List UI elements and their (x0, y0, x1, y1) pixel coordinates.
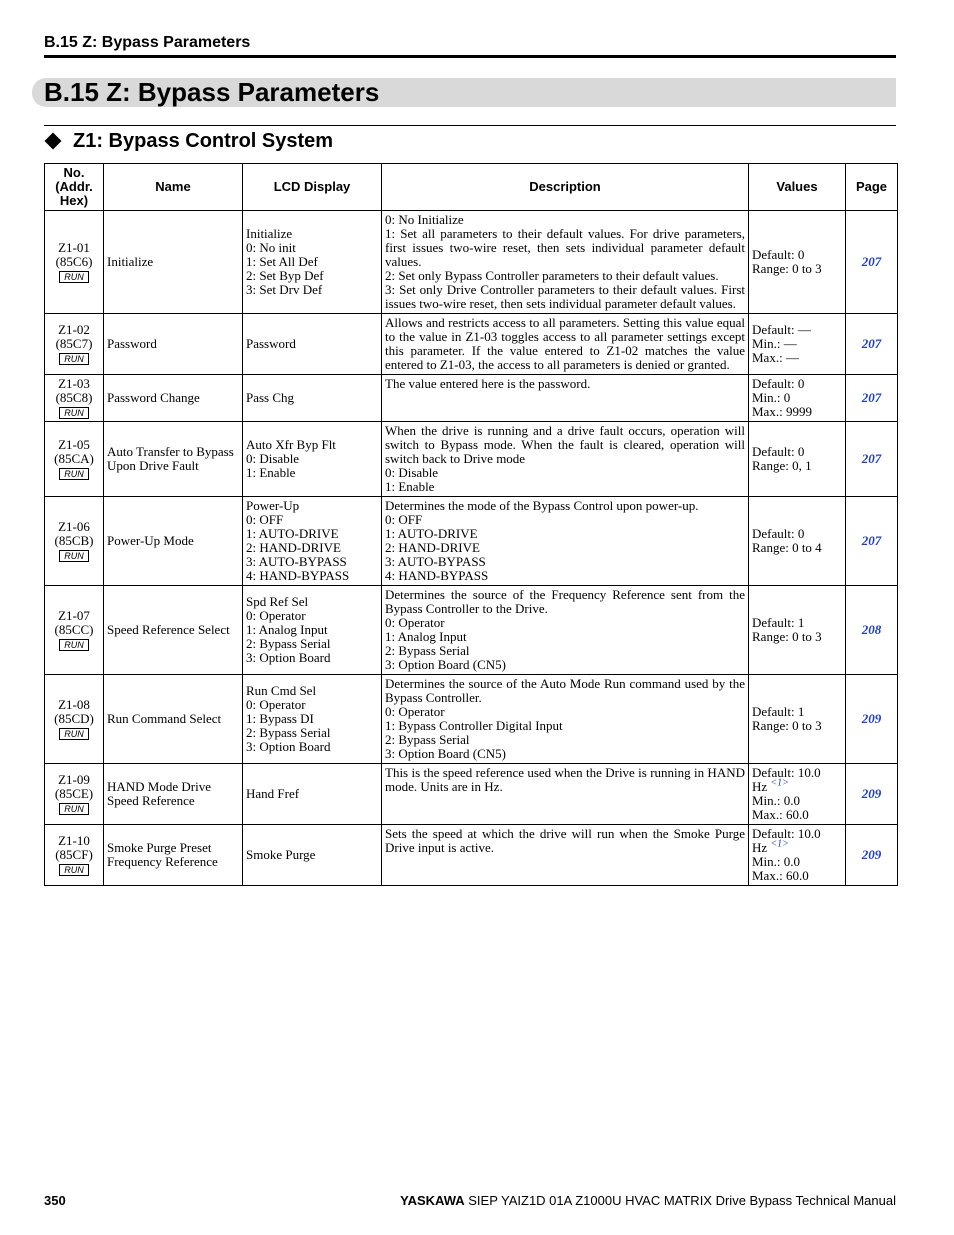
description-line: 2: Bypass Serial (385, 643, 470, 658)
page-reference-link[interactable]: 208 (846, 586, 898, 675)
values-line: Range: 0 to 3 (752, 629, 822, 644)
table-row (45, 497, 898, 586)
lcd-display-cell (243, 314, 382, 375)
table-row (45, 314, 898, 375)
page-reference-link[interactable]: 209 (846, 825, 898, 886)
parameter-number-cell (45, 764, 104, 825)
section-rule (44, 125, 896, 126)
header-lcd-display: LCD Display (243, 164, 382, 211)
description-cell (382, 675, 749, 764)
run-badge: RUN (59, 639, 89, 651)
description-line: 1: Analog Input (385, 629, 467, 644)
lcd-display-line: Hand Fref (246, 786, 300, 801)
description-line: 0: Operator (385, 615, 445, 630)
lcd-display-line: Auto Xfr Byp Flt (246, 437, 336, 452)
description-line: 2: Bypass Serial (385, 732, 470, 747)
parameter-address: (85C6) (55, 254, 93, 269)
footnote-reference-link[interactable]: <1> (770, 777, 789, 789)
values-line: Max.: — (752, 350, 799, 365)
lcd-display-line: 1: Enable (246, 465, 296, 480)
header-page: Page (846, 164, 898, 211)
lcd-display-line: 2: Bypass Serial (246, 636, 331, 651)
description-line: 0: Operator (385, 704, 445, 719)
table-row (45, 675, 898, 764)
description-cell (382, 211, 749, 314)
page-reference-link[interactable]: 207 (846, 497, 898, 586)
header-rule (44, 55, 896, 58)
footer-manual-name: SIEP YAIZ1D 01A Z1000U HVAC MATRIX Drive Bypass Technical Manual (464, 1193, 896, 1208)
parameter-number: Z1-01 (58, 240, 90, 255)
lcd-display-line: Initialize (246, 226, 293, 241)
values-cell (749, 211, 846, 314)
values-cell (749, 314, 846, 375)
lcd-display-line: Smoke Purge (246, 847, 316, 862)
description-line: 4: HAND-BYPASS (385, 568, 489, 583)
table-header-row (45, 164, 898, 211)
parameter-address: (85CC) (54, 622, 94, 637)
values-line: Default: — (752, 322, 811, 337)
subsection-heading (44, 129, 333, 153)
parameter-number: Z1-07 (58, 608, 90, 623)
header-name: Name (104, 164, 243, 211)
parameter-address: (85C8) (55, 390, 93, 405)
values-line: Default: 10.0 (752, 765, 821, 780)
values-line: Max.: 9999 (752, 404, 812, 419)
description-line: 0: OFF (385, 512, 423, 527)
description-line: Determines the mode of the Bypass Control upon power-up. (385, 498, 699, 513)
parameter-address: (85CB) (54, 533, 94, 548)
lcd-display-line: 1: Set All Def (246, 254, 318, 269)
lcd-display-line: 0: Disable (246, 451, 300, 466)
lcd-display-cell (243, 211, 382, 314)
lcd-display-line: 2: HAND-DRIVE (246, 540, 341, 555)
parameter-number-cell (45, 675, 104, 764)
values-cell (749, 422, 846, 497)
parameter-name: Power-Up Mode (104, 497, 243, 586)
table-row (45, 764, 898, 825)
run-badge: RUN (59, 271, 89, 283)
parameter-number: Z1-02 (58, 322, 90, 337)
lcd-display-line: 3: AUTO-BYPASS (246, 554, 347, 569)
values-cell (749, 375, 846, 422)
subsection-title: Z1: Bypass Control System (73, 130, 334, 152)
values-line: Default: 1 (752, 615, 805, 630)
values-line: Range: 0 to 4 (752, 540, 822, 555)
description-line: 1: Bypass Controller Digital Input (385, 718, 563, 733)
lcd-display-line: 0: Operator (246, 608, 306, 623)
lcd-display-line: 0: OFF (246, 512, 284, 527)
values-cell (749, 825, 846, 886)
running-header: B.15 Z: Bypass Parameters (44, 34, 251, 51)
parameter-address: (85CA) (54, 451, 94, 466)
page-reference-link[interactable]: 209 (846, 764, 898, 825)
run-badge: RUN (59, 468, 89, 480)
parameter-address: (85C7) (55, 336, 93, 351)
values-line: Min.: — (752, 336, 797, 351)
lcd-display-cell (243, 586, 382, 675)
lcd-display-line: 1: AUTO-DRIVE (246, 526, 339, 541)
parameter-name: Password (104, 314, 243, 375)
values-cell (749, 497, 846, 586)
description-line: 0: No Initialize (385, 212, 464, 227)
lcd-display-line: 0: No init (246, 240, 296, 255)
parameter-name: Run Command Select (104, 675, 243, 764)
run-badge: RUN (59, 550, 89, 562)
lcd-display-line: 3: Option Board (246, 739, 331, 754)
parameter-name: Smoke Purge Preset Frequency Reference (104, 825, 243, 886)
table-row (45, 422, 898, 497)
description-cell (382, 497, 749, 586)
parameter-number-cell (45, 211, 104, 314)
parameter-name: Password Change (104, 375, 243, 422)
parameter-number-cell (45, 825, 104, 886)
lcd-display-cell (243, 675, 382, 764)
lcd-display-line: 4: HAND-BYPASS (246, 568, 350, 583)
description-line: 3: AUTO-BYPASS (385, 554, 486, 569)
description-line: The value entered here is the password. (385, 376, 591, 391)
diamond-bullet-icon (45, 133, 62, 150)
description-cell (382, 314, 749, 375)
lcd-display-line: 1: Analog Input (246, 622, 328, 637)
description-cell (382, 375, 749, 422)
run-badge: RUN (59, 407, 89, 419)
parameter-number: Z1-03 (58, 376, 90, 391)
values-line-with-note (752, 838, 842, 855)
values-cell (749, 586, 846, 675)
values-line: Default: 0 (752, 376, 805, 391)
lcd-display-line: Spd Ref Sel (246, 594, 309, 609)
values-line: Default: 0 (752, 526, 805, 541)
lcd-display-line: 3: Set Drv Def (246, 282, 323, 297)
description-line: Determines the source of the Auto Mode Run command used by the Bypass Controller. (385, 676, 745, 705)
values-line: Default: 1 (752, 704, 805, 719)
values-line: Default: 0 (752, 444, 805, 459)
lcd-display-line: Power-Up (246, 498, 300, 513)
values-line: Min.: 0.0 (752, 854, 801, 869)
parameter-number-cell (45, 375, 104, 422)
values-line: Range: 0, 1 (752, 458, 812, 473)
parameter-number: Z1-08 (58, 697, 90, 712)
description-line: 0: Disable (385, 465, 439, 480)
page-reference-link[interactable]: 207 (846, 314, 898, 375)
lcd-display-line: Password (246, 336, 296, 351)
page-reference-link[interactable]: 207 (846, 375, 898, 422)
lcd-display-cell (243, 375, 382, 422)
parameter-name: Auto Transfer to Bypass Upon Drive Fault (104, 422, 243, 497)
parameter-name: Initialize (104, 211, 243, 314)
values-line: Default: 0 (752, 247, 805, 262)
description-line: Allows and restricts access to all parameters. Setting this value equal to the value in Z1-03 toggles access to all parameter settings except this parameter. If the value entered to Z1-02 matches the value entered to Z1-03, the access to all parameters is denied or granted. (385, 315, 745, 372)
description-line: Determines the source of the Frequency Reference sent from the Bypass Controller to the Drive. (385, 587, 745, 616)
description-line: 1: Set all parameters to their default values. For drive parameters, first issues two-wire reset, then sets individual parameter default values. (385, 226, 745, 269)
description-line: 1: AUTO-DRIVE (385, 526, 478, 541)
lcd-display-cell (243, 825, 382, 886)
parameter-name: HAND Mode Drive Speed Reference (104, 764, 243, 825)
parameter-name: Speed Reference Select (104, 586, 243, 675)
lcd-display-line: Pass Chg (246, 390, 295, 405)
description-cell (382, 586, 749, 675)
parameter-number-cell (45, 586, 104, 675)
footnote-reference-link[interactable]: <1> (770, 838, 789, 850)
header-description: Description (382, 164, 749, 211)
values-line: Min.: 0 (752, 390, 791, 405)
description-cell (382, 764, 749, 825)
parameter-address: (85CE) (54, 786, 94, 801)
description-line: When the drive is running and a drive fault occurs, operation will switch to Bypass mode. When the fault is cleared, operation will switch back to Drive mode (385, 423, 745, 466)
values-line: Max.: 60.0 (752, 868, 809, 883)
values-line: Min.: 0.0 (752, 793, 801, 808)
description-line: This is the speed reference used when the Drive is running in HAND mode. Units are in Hz. (385, 765, 745, 794)
lcd-display-cell (243, 497, 382, 586)
values-cell (749, 675, 846, 764)
values-unit: Hz (752, 779, 768, 794)
lcd-display-line: 1: Bypass DI (246, 711, 314, 726)
values-line: Range: 0 to 3 (752, 718, 822, 733)
description-line: 3: Option Board (CN5) (385, 746, 506, 761)
description-cell (382, 422, 749, 497)
values-line: Max.: 60.0 (752, 807, 809, 822)
parameter-number: Z1-05 (58, 437, 90, 452)
page-number: 350 (44, 1193, 66, 1208)
lcd-display-line: 3: Option Board (246, 650, 331, 665)
lcd-display-line: Run Cmd Sel (246, 683, 317, 698)
parameter-number: Z1-06 (58, 519, 90, 534)
parameter-number: Z1-10 (58, 833, 90, 848)
header-values: Values (749, 164, 846, 211)
run-badge: RUN (59, 728, 89, 740)
parameter-table (44, 163, 898, 886)
lcd-display-line: 2: Bypass Serial (246, 725, 331, 740)
header-no: No. (Addr. Hex) (45, 164, 104, 211)
run-badge: RUN (59, 803, 89, 815)
table-row (45, 211, 898, 314)
run-badge: RUN (59, 864, 89, 876)
description-cell (382, 825, 749, 886)
footer-brand: YASKAWA (400, 1193, 465, 1208)
description-line: Sets the speed at which the drive will run when the Smoke Purge Drive input is active. (385, 826, 745, 855)
lcd-display-cell (243, 764, 382, 825)
parameter-number-cell (45, 497, 104, 586)
values-unit: Hz (752, 840, 768, 855)
description-line: 3: Option Board (CN5) (385, 657, 506, 672)
description-line: 2: Set only Bypass Controller parameters to their default values. (385, 268, 719, 283)
lcd-display-cell (243, 422, 382, 497)
table-row (45, 825, 898, 886)
page-reference-link[interactable]: 209 (846, 675, 898, 764)
parameter-number: Z1-09 (58, 772, 90, 787)
table-row (45, 586, 898, 675)
footer-manual-title (400, 1193, 896, 1208)
parameter-number-cell (45, 314, 104, 375)
table-row (45, 375, 898, 422)
page-reference-link[interactable]: 207 (846, 211, 898, 314)
parameter-address: (85CF) (55, 847, 93, 862)
values-cell (749, 764, 846, 825)
values-line-with-note (752, 777, 842, 794)
values-line: Range: 0 to 3 (752, 261, 822, 276)
description-line: 2: HAND-DRIVE (385, 540, 480, 555)
page-reference-link[interactable]: 207 (846, 422, 898, 497)
values-line: Default: 10.0 (752, 826, 821, 841)
parameter-number-cell (45, 422, 104, 497)
run-badge: RUN (59, 353, 89, 365)
lcd-display-line: 2: Set Byp Def (246, 268, 324, 283)
description-line: 3: Set only Drive Controller parameters to their default values. First issues two-wire reset, then sets individual parameter default values. (385, 282, 745, 311)
section-title: B.15 Z: Bypass Parameters (44, 77, 380, 107)
lcd-display-line: 0: Operator (246, 697, 306, 712)
description-line: 1: Enable (385, 479, 435, 494)
parameter-address: (85CD) (54, 711, 94, 726)
